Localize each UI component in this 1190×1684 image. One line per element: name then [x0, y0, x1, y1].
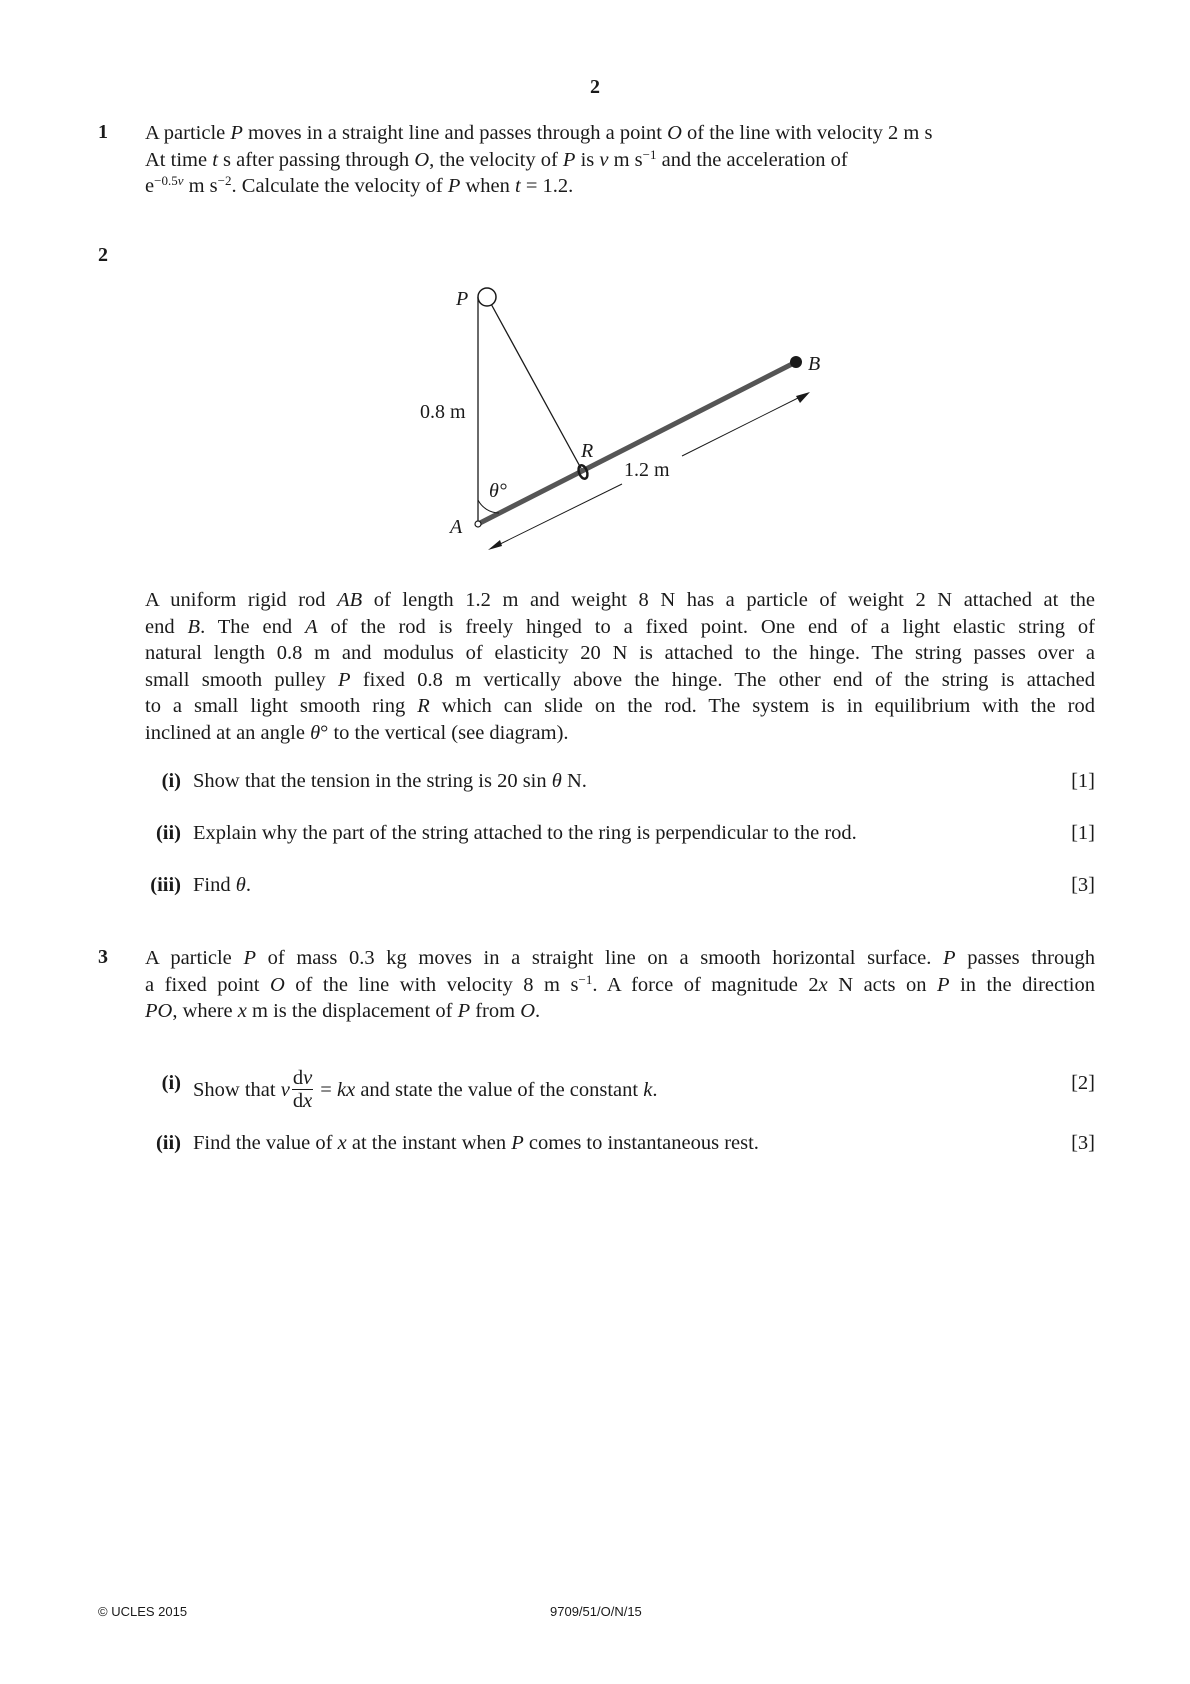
particle-B	[790, 356, 802, 368]
q1-line-3: $e^{-0.5v}$ m $s^{-2}$. Calculate the velocity of P when t = 1.2.	[145, 173, 574, 197]
dv-dx-fraction: $\frac{dv}{dx}$	[292, 1067, 313, 1112]
footer-copyright: © UCLES 2015	[98, 1604, 188, 1619]
label-1.2m: 1.2 m	[624, 459, 670, 481]
dimension-arrowhead-upper	[796, 392, 810, 403]
q1-line-1: A particle P moves in a straight line and passes through a point O of the line with velocity 2 m s	[145, 122, 933, 144]
rod-diagram	[0, 0, 1190, 560]
q3-part-i-label: (i)	[161, 1072, 181, 1094]
q2-part-ii-marks: [1]	[1071, 822, 1095, 844]
q3-part-ii	[145, 1129, 1095, 1157]
hinge-A	[475, 521, 481, 527]
question-2-number: 2	[98, 244, 108, 266]
dimension-line-upper	[682, 394, 806, 456]
q3-part-i	[145, 1067, 1095, 1112]
label-theta: θ°	[489, 480, 507, 502]
q2-part-ii-label: (ii)	[155, 822, 181, 844]
q3-line-1: A particle P of mass 0.3 kg moves in a straight line on a smooth horizontal surface. P passes through	[145, 947, 1096, 969]
question-1-number: 1	[98, 121, 108, 143]
q3-part-ii-marks: [3]	[1071, 1132, 1095, 1154]
question-3-number: 3	[98, 946, 108, 968]
dimension-arrowhead-lower	[488, 540, 502, 550]
footer-paper-code: 9709/51/O/N/15	[550, 1604, 642, 1619]
q2-line-3: natural length 0.8 m and modulus of elasticity 20 N is attached to the hinge. The string passes over a	[145, 642, 1095, 664]
label-A: A	[450, 516, 463, 538]
label-0.8m: 0.8 m	[420, 401, 466, 423]
pulley-P	[478, 288, 496, 306]
q3-line-3: PO, where x m is the displacement of P from O.	[145, 1000, 541, 1022]
q2-part-i-text: Show that the tension in the string is 20 sin θ N.	[193, 770, 587, 792]
q2-part-iii-marks: [3]	[1071, 874, 1095, 896]
string-PR	[490, 302, 583, 472]
q2-part-iii-label: (iii)	[150, 874, 181, 896]
label-P: P	[456, 288, 469, 310]
q3-part-ii-label: (ii)	[155, 1132, 181, 1154]
question-3-text	[145, 945, 1095, 1025]
q2-line-4: small smooth pulley P fixed 0.8 m vertically above the hinge. The other end of the string is attached	[145, 668, 1095, 691]
rod-AB	[478, 362, 796, 524]
q3-part-i-text: Show that v $\frac{dv}{dx}$ = kx and state the value of the constant k.	[193, 1067, 658, 1112]
q2-line-6: inclined at an angle θ° to the vertical (see diagram).	[145, 721, 569, 744]
q2-line-5: to a small light smooth ring R which can slide on the rod. The system is in equilibrium with the rod	[145, 695, 1096, 717]
page-number: 2	[590, 76, 600, 98]
q2-part-i-marks: [1]	[1071, 770, 1095, 792]
label-R: R	[581, 440, 594, 462]
q3-part-ii-text: Find the value of x at the instant when P comes to instantaneous rest.	[193, 1132, 759, 1154]
label-B: B	[808, 353, 821, 375]
q3-part-i-marks: [2]	[1071, 1072, 1095, 1094]
q2-line-2: end B. The end A of the rod is freely hinged to a fixed point. One end of a light elastic string of	[145, 615, 1095, 638]
q2-part-ii-text: Explain why the part of the string attached to the ring is perpendicular to the rod.	[193, 822, 857, 844]
q2-part-iii-text: Find θ.	[193, 874, 251, 896]
q2-part-i-label: (i)	[161, 770, 181, 792]
dimension-line-lower	[492, 484, 622, 548]
q2-line-1: A uniform rigid rod AB of length 1.2 m and weight 8 N has a particle of weight 2 N attached at the	[145, 589, 1095, 611]
q2-part-ii	[145, 819, 1095, 847]
q2-part-iii	[145, 871, 1095, 899]
q2-part-i	[145, 767, 1095, 795]
q1-line-2: At time t s after passing through O, the velocity of P is v m $s^{-1}$ and the acceleration of	[145, 146, 848, 171]
question-2-text	[145, 587, 1095, 746]
q3-line-2: a fixed point O of the line with velocity 8 m $s^{-1}$. A force of magnitude 2x N acts on P in the direction	[145, 971, 1095, 996]
